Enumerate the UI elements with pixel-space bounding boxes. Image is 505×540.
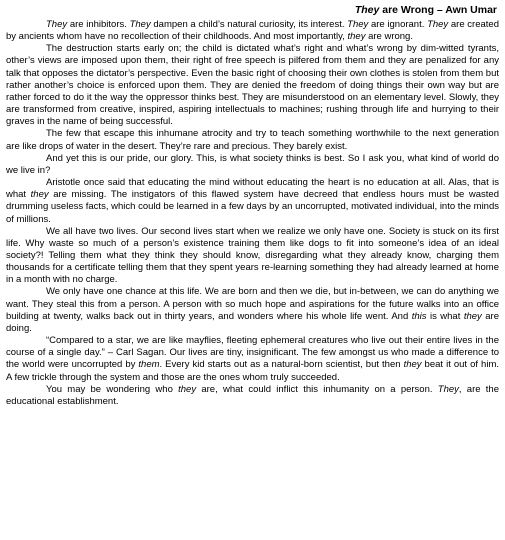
text-run: dampen a child’s natural curiosity, its interest. [150,19,348,30]
emphasis-text: they [403,359,422,371]
emphasis-text: they [178,383,197,395]
text-run: are created by ancients whom have no recollection of their childhoods. And most importantly, [6,19,499,43]
text-run: The destruction starts early on; the child is dictated what’s right and what’s wrong by dim-witted tyrants, other’s views are imposed upon them, their right of free speech is pilfered from them and they are penalized for any talk that opposes the dictator’s perspective. Even the basic right of choosing their own clothes is stolen from them but rather another’s choice is enforced upon them. They are denied the freedom of doing things their own way but are rather forced to do it the way the oppressor thinks best. They are misunderstood on an elementary level. Slowly, they are transformed from creative, inspired, aspiring intellectuals to machines; rushing through life and hurrying to their graves in the name of being successful. [6,43,499,128]
paragraph [6,226,499,287]
text-run: are ignorant. [368,19,428,30]
emphasis-text: they [30,189,49,201]
title-rest: are Wrong – Awn Umar [379,4,497,16]
text-run: Aristotle once said that educating the mind without educating the heart is no education at all. Alas, that is what [6,177,499,201]
text-run: “Compared to a star, we are like mayflies, fleeting ephemeral creatures who live out their entire lives in the course of a single day.” – Carl Sagan. Our lives are tiny, insignificant. The few amongst us who made a difference to the world were uncorrupted by [6,335,499,371]
emphasis-text: they [463,310,482,322]
paragraph [6,19,499,43]
emphasis-text: this [411,310,427,322]
text-run: beat it out of him. A few trickle through the system and those are the ones whom truly succeeded. [6,359,500,383]
text-run: You may be wondering who [46,383,179,395]
emphasis-text: They [129,19,151,30]
emphasis-text: They [437,383,459,395]
title-italic-word: They [354,4,380,16]
emphasis-text: they [347,31,366,43]
text-run: We only have one chance at this life. We are born and then we die, but in-between, we can do anything we want. They steal this from a person. A person with so much hope and aspirations for the future walks into an office building at twenty, walks back out in thirty years, and wonders where his whole life went. And [6,286,499,322]
text-run: are missing. The instigators of this flawed system have decreed that endless hours must be wasted drumming useless facts, which could be learned in a few days by an uncorrupted, motivated individual, into the minds of millions. [6,189,499,225]
emphasis-text: They [427,19,449,30]
text-run: , are the educational establishment. [6,383,499,407]
text-run: The few that escape this inhumane atrocity and try to teach something worthwhile to the next generation are like drops of water in the desert. They’re rare and precious. They barely exist. [6,128,499,152]
emphasis-text: They [347,19,369,30]
paragraph [6,177,499,226]
text-run: is what [426,310,464,322]
text-run: are, what could inflict this inhumanity on a person. [196,383,438,395]
paragraph [6,384,499,408]
text-run: are doing. [6,310,499,334]
document-body [6,19,499,408]
paragraph [6,153,499,177]
text-run: are inhibitors. [67,19,130,30]
document-title [6,4,497,17]
text-run: We all have two lives. Our second lives start when we realize we only have one. Society is stuck on its first life. Why waste so much of a person’s existence training them like dogs to fit into someone’s idea of an ideal society?! Telling them what they think they should know, disregarding what they already know, charging them thousands for a certificate telling them that they spent years re-learning something they had already learned at home in a month with no charge. [6,225,499,286]
paragraph [6,335,499,384]
paragraph [6,286,499,335]
paragraph [6,43,499,128]
emphasis-text: They [46,19,68,30]
text-run: . Every kid starts out as a natural-born scientist, but then [159,359,404,371]
text-run: are wrong. [365,31,413,43]
paragraph [6,128,499,152]
text-run: And yet this is our pride, our glory. This, is what society thinks is best. So I ask you, what kind of world do we live in? [6,152,499,176]
emphasis-text: them [138,359,160,371]
